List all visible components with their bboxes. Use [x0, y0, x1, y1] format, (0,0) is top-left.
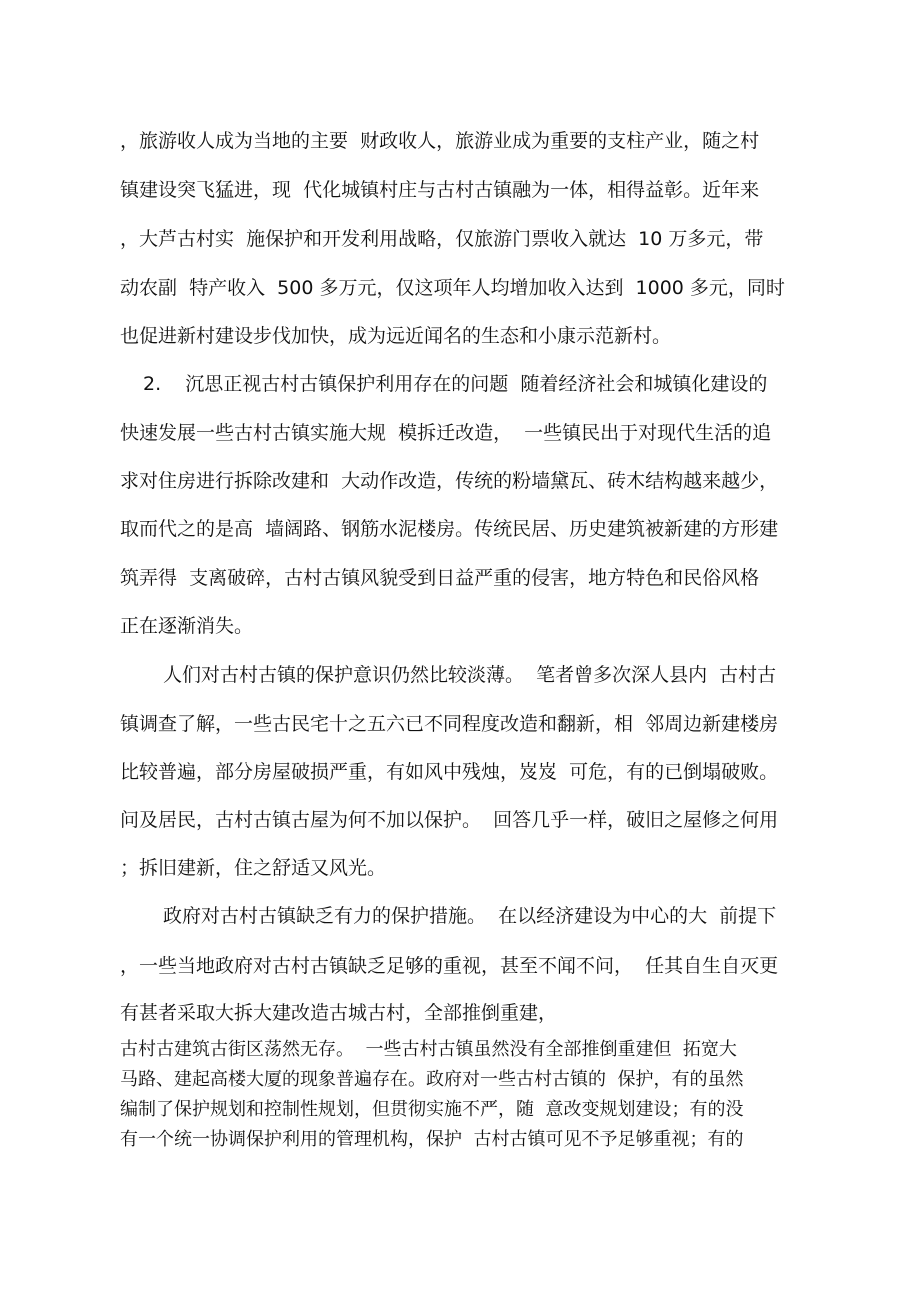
text-line: 人们对古村古镇的保护意识仍然比较淡薄。 笔者曾多次深人县内 古村古 — [163, 664, 777, 686]
text-line: 取而代之的是高 墙阔路、钢筋水泥楼房。传统民居、历史建筑被新建的方形建 — [120, 518, 779, 540]
text-line: 动农副 特产收入 500 多万元，仅这项年人均增加收入达到 1000 多元，同时 — [120, 277, 785, 299]
text-line: 2. 沉思正视古村古镇保护利用存在的问题 随着经济社会和城镇化建设的 — [143, 373, 768, 395]
text-line: 编制了保护规划和控制性规划，但贯彻实施不严，随 意改变规划建设；有的没 — [120, 1099, 744, 1120]
text-line: 也促进新村建设步伐加快，成为远近闻名的生态和小康示范新村。 — [120, 325, 672, 347]
text-line: 问及居民，古村古镇古屋为何不加以保护。 回答几乎一样，破旧之屋修之何用 — [120, 809, 779, 831]
text-line: 正在逐渐消失。 — [120, 615, 254, 637]
text-line: 镇调查了解，一些古民宅十之五六已不同程度改造和翻新，相 邻周边新建楼房 — [120, 713, 779, 735]
text-line: 求对住房进行拆除改建和 大动作改造，传统的粉墙黛瓦、砖木结构越来越少， — [120, 470, 779, 492]
text-line: 筑弄得 支离破碎，古村古镇风貌受到日益严重的侵害，地方特色和民俗风格 — [120, 567, 760, 589]
text-line: ，大芦古村实 施保护和开发利用战略，仅旅游门票收入就达 10 万多元，带 — [120, 228, 764, 250]
text-line: 古村古建筑古街区荡然无存。 一些古村古镇虽然没有全部推倒重建但 拓宽大 — [120, 1039, 737, 1060]
text-line: ，一些当地政府对古村古镇缺乏足够的重视，甚至不闻不问， 任其自生自灭更 — [120, 955, 779, 977]
text-line: 快速发展一些古村古镇实施大规 模拆迁改造， 一些镇民出于对现代生活的追 — [120, 422, 772, 444]
text-line: 有甚者采取大拆大建改造古城古村，全部推倒重建， — [120, 1002, 558, 1024]
text-line: ，旅游收人成为当地的主要 财政收人，旅游业成为重要的支柱产业，随之村 — [120, 130, 760, 152]
text-line: 有一个统一协调保护利用的管理机构，保护 古村古镇可见不予足够重视；有的 — [120, 1129, 744, 1150]
text-line: 镇建设突飞猛进，现 代化城镇村庄与古村古镇融为一体，相得益彰。近年来 — [120, 179, 760, 201]
text-line: ；拆旧建新，住之舒适又风光。 — [120, 857, 387, 879]
text-line: 比较普遍，部分房屋破损严重，有如风中残烛，岌岌 可危，有的已倒塌破败。 — [120, 761, 779, 783]
text-line: 马路、建起高楼大厦的现象普遍存在。政府对一些古村古镇的 保护，有的虽然 — [120, 1069, 744, 1090]
text-line: 政府对古村古镇缺乏有力的保护措施。 在以经济建设为中心的大 前提下 — [163, 905, 777, 927]
